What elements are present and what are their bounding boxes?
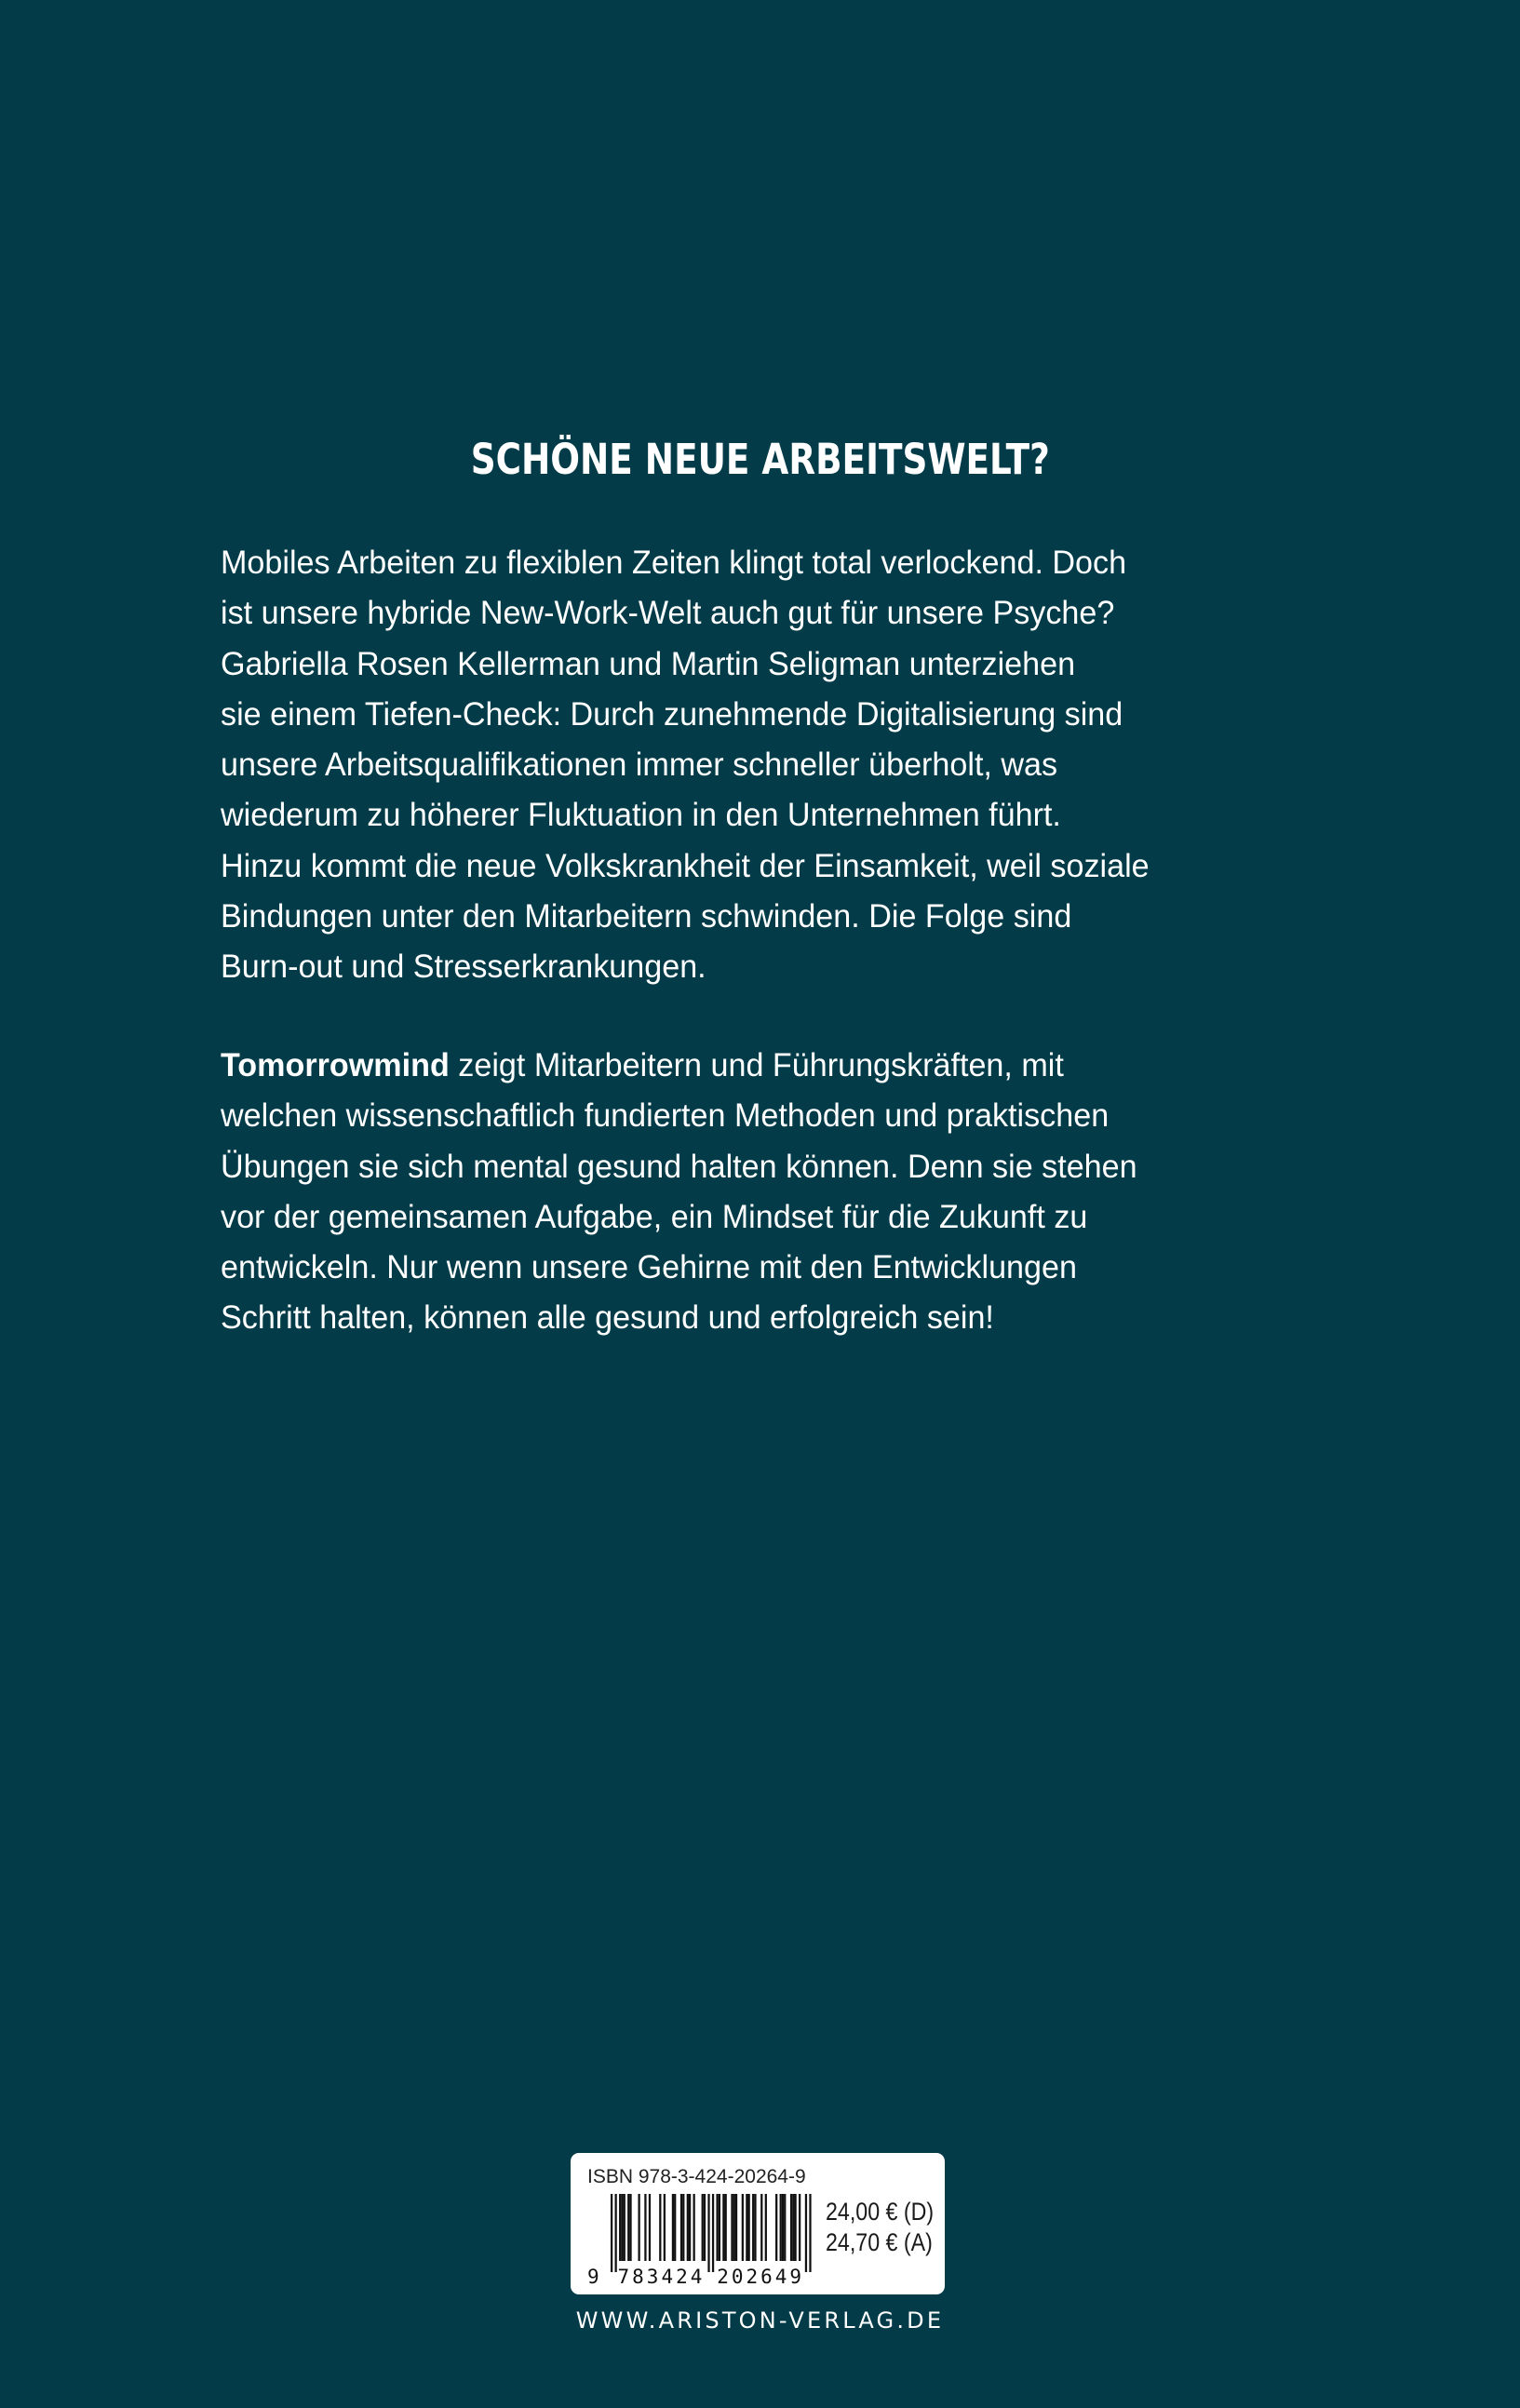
description-paragraph-2	[221, 1041, 1338, 1344]
isbn-barcode-box	[571, 2153, 945, 2294]
paragraph-line: Mobiles Arbeiten zu flexiblen Zeiten klingt total verlockend. Doch	[221, 545, 1127, 581]
paragraph-line: sie einem Tiefen-Check: Durch zunehmende Digitalisierung sind	[221, 695, 1123, 733]
svg-text:9: 9	[587, 2266, 599, 2287]
paragraph-line: Übungen sie sich mental gesund halten können. Denn sie stehen	[221, 1148, 1137, 1185]
paragraph-line: Hinzu kommt die neue Volkskrankheit der Einsamkeit, weil soziale	[221, 847, 1150, 884]
publisher-url: WWW.ARISTON-VERLAG.DE	[575, 2307, 945, 2334]
price-germany: 24,00 € (D)	[826, 2198, 935, 2226]
book-title-bold: Tomorrowmind	[221, 1047, 450, 1083]
paragraph-line: vor der gemeinsamen Aufgabe, ein Mindset für die Zukunft zu	[221, 1198, 1088, 1235]
paragraph-line: welchen wissenschaftlich fundierten Methoden und praktischen	[221, 1097, 1110, 1135]
svg-text:202649: 202649	[717, 2266, 805, 2287]
paragraph-line: ist unsere hybride New-Work-Welt auch gut für unsere Psyche?	[221, 595, 1115, 632]
isbn-label: ISBN 978-3-424-20264-9	[587, 2166, 806, 2187]
paragraph-line: wiederum zu höherer Fluktuation in den Unternehmen führt.	[221, 797, 1061, 834]
paragraph-line: Gabriella Rosen Kellerman und Martin Seligman unterziehen	[221, 645, 1076, 682]
paragraph-line: Burn-out und Stresserkrankungen.	[221, 948, 706, 985]
paragraph-line	[221, 1041, 1310, 1091]
ean-barcode	[587, 2194, 818, 2287]
paragraph-line: unsere Arbeitsqualifikationen immer schneller überholt, was	[221, 747, 1058, 783]
description-paragraph-1	[221, 538, 1338, 992]
paragraph-line: Schritt halten, können alle gesund und erfolgreich sein!	[221, 1299, 994, 1337]
price-block	[826, 2197, 951, 2258]
barcode-bars	[587, 2194, 815, 2287]
price-austria: 24,70 € (A)	[826, 2228, 933, 2256]
paragraph-line-rest: zeigt Mitarbeitern und Führungskräften, mit	[449, 1047, 1064, 1083]
paragraph-line: Bindungen unter den Mitarbeitern schwinden. Die Folge sind	[221, 897, 1072, 935]
cover-heading	[0, 436, 1520, 484]
heading-text: SCHÖNE NEUE ARBEITSWELT?	[470, 435, 1050, 484]
paragraph-line: entwickeln. Nur wenn unsere Gehirne mit den Entwicklungen	[221, 1249, 1077, 1285]
svg-text:783424: 783424	[617, 2266, 706, 2287]
